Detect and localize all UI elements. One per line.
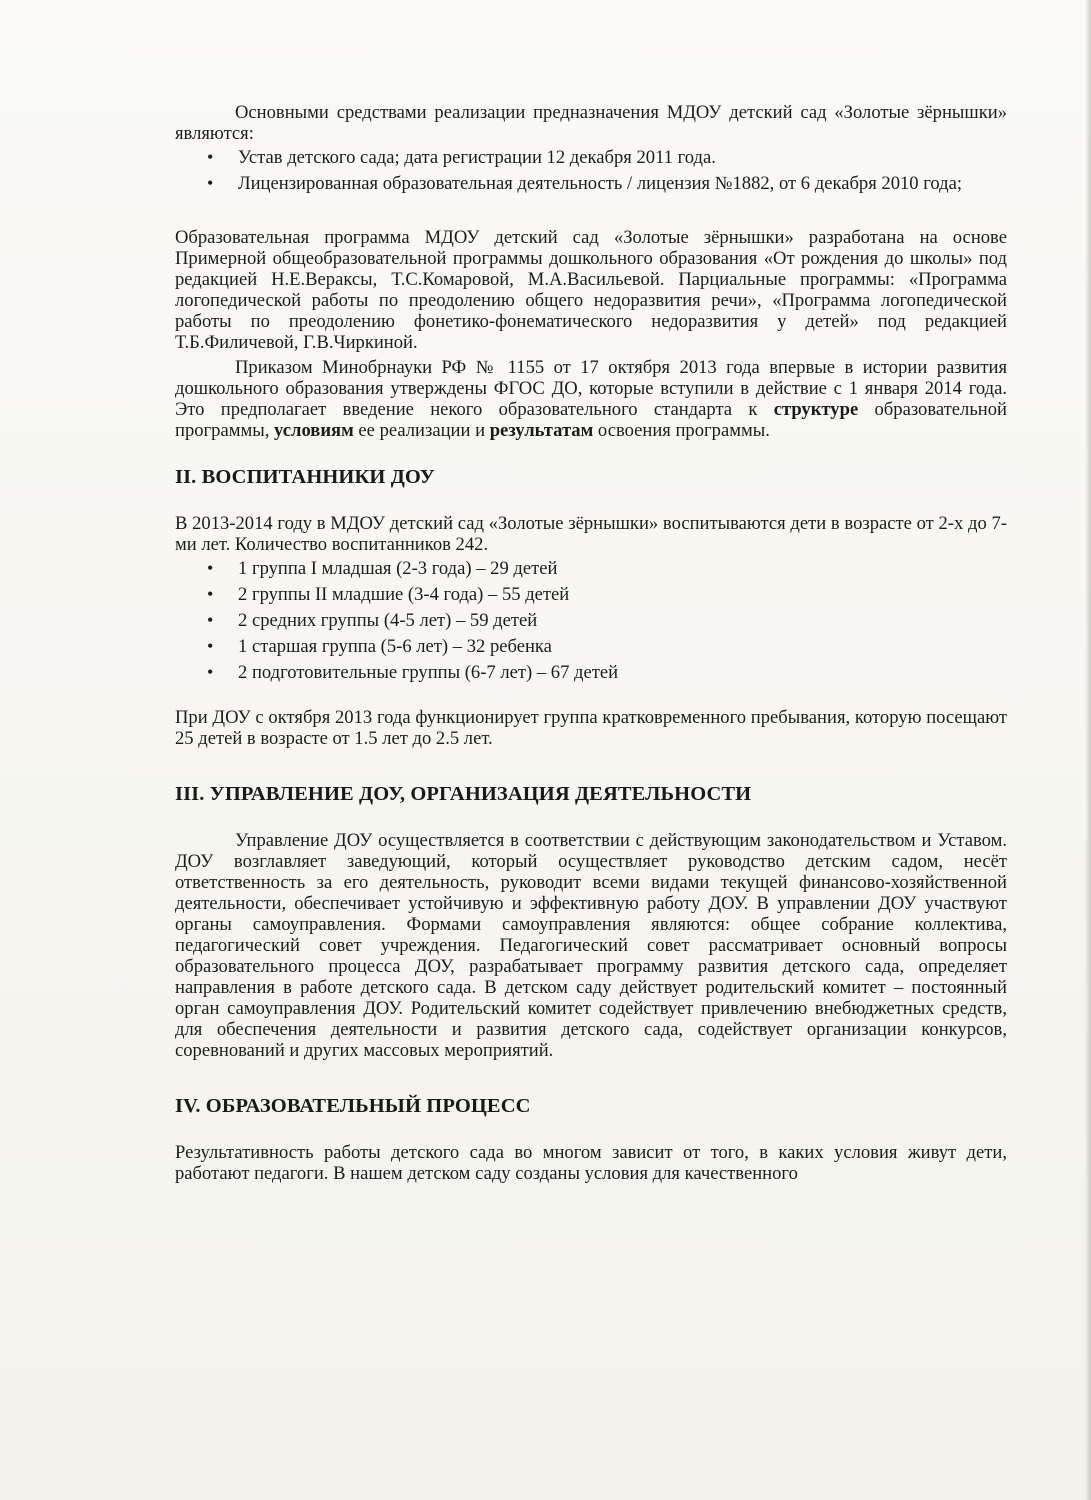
page-edge-shadow xyxy=(1085,0,1091,1500)
program-paragraph: Образовательная программа МДОУ детский сад «Золотые зёрнышки» разработана на основе Примерной общеобразовательной программы дошкольного образования «От рождения до школы» под редакцией Н.Е.Вераксы, Т.С.Комаровой, М.А.Васильевой. Парциальные программы: «Программа логопедической работы по преодолению общего недоразвития речи», «Программа логопедической работы по преодолению фонетико-фонематического недоразвития у детей» под редакцией Т.Б.Филичевой, Г.В.Чиркиной. xyxy=(175,227,1007,353)
list-item: • 2 средних группы (4-5 лет) – 59 детей xyxy=(238,610,1007,631)
list-item: • Устав детского сада; дата регистрации 12 декабря 2011 года. xyxy=(238,147,1007,168)
list-item: • 1 группа I младшая (2-3 года) – 29 детей xyxy=(238,558,1007,579)
section-heading: III. УПРАВЛЕНИЕ ДОУ, ОРГАНИЗАЦИЯ ДЕЯТЕЛЬНОСТИ xyxy=(175,783,752,805)
short-stay-paragraph: При ДОУ с октября 2013 года функционирует группа кратковременного пребывания, которую посещают 25 детей в возрасте от 1.5 лет до 2.5 лет. xyxy=(175,707,1007,749)
process-paragraph: Результативность работы детского сада во многом зависит от того, в каких условия живут дети, работают педагоги. В нашем детском саду созданы условия для качественного xyxy=(175,1142,1007,1184)
pupils-paragraph: В 2013-2014 году в МДОУ детский сад «Золотые зёрнышки» воспитываются дети в возрасте от 2-х до 7-ми лет. Количество воспитанников 242. xyxy=(175,513,1007,555)
intro-list xyxy=(175,147,1007,194)
management-paragraph: Управление ДОУ осуществляется в соответствии с действующим законодательством и Уставом. ДОУ возглавляет заведующий, который осуществляет руководство детским садом, несёт ответственность за его деятельность, руководит всеми видами текущей финансово-хозяйственной деятельности, обеспечивает устойчивую и эффективную работу ДОУ. В управлении ДОУ участвуют органы самоуправления. Формами самоуправления являются: общее собрание коллектива, педагогический совет учреждения. Педагогический совет рассматривает основный вопросы образовательного процесса ДОУ, разрабатывает программу развития детского сада, определяет направления в работе детского сада. В детском саду действует родительский комитет – постоянный орган самоуправления ДОУ. Родительский комитет содействует привлечению внебюджетных средств, для обеспечения деятельности и развития детского сада, содействует организации конкурсов, соревнований и других массовых мероприятий. xyxy=(175,830,1007,1061)
list-item: • 2 подготовительные группы (6-7 лет) – 67 детей xyxy=(238,662,1007,683)
intro-paragraph: Основными средствами реализации предназначения МДОУ детский сад «Золотые зёрнышки» являются: xyxy=(175,102,1007,144)
list-item: • 1 старшая группа (5-6 лет) – 32 ребенка xyxy=(238,636,1007,657)
groups-list xyxy=(175,558,1007,683)
list-item: • 2 группы II младшие (3-4 года) – 55 детей xyxy=(238,584,1007,605)
section-heading: IV. ОБРАЗОВАТЕЛЬНЫЙ ПРОЦЕСС xyxy=(175,1095,531,1117)
list-item: • Лицензированная образовательная деятельность / лицензия №1882, от 6 декабря 2010 года; xyxy=(238,173,1007,194)
section-heading: II. ВОСПИТАННИКИ ДОУ xyxy=(175,466,435,488)
fgos-paragraph: Приказом Минобрнауки РФ № 1155 от 17 октября 2013 года впервые в истории развития дошкольного образования утверждены ФГОС ДО, которые вступили в действие с 1 января 2014 года. Это предполагает введение некого образовательного стандарта к структуре образовательной программы, условиям ее реализации и результатам освоения программы. xyxy=(175,357,1007,441)
document-body xyxy=(175,102,1007,1184)
